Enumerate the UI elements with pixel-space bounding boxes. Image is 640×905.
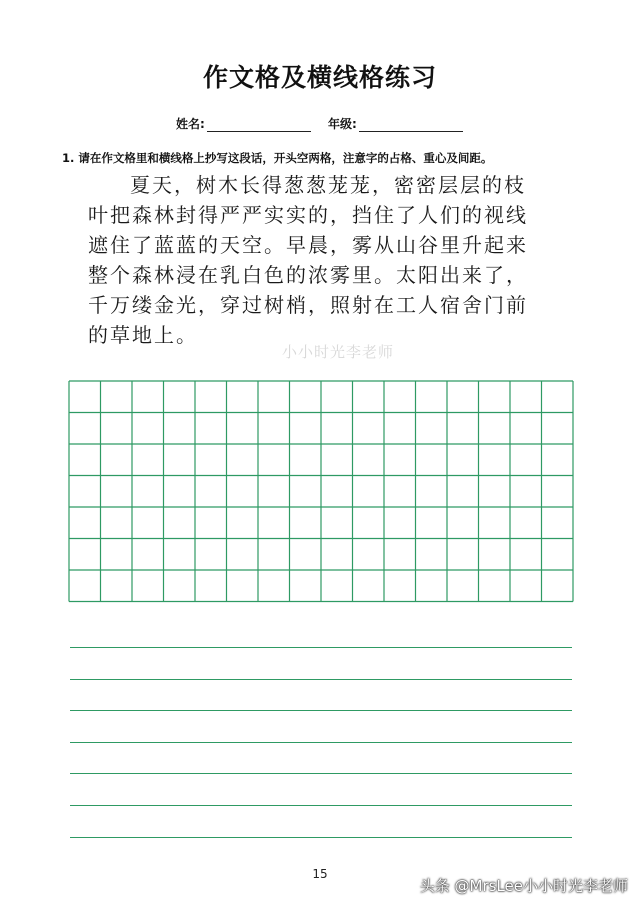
passage-line: 夏天，树木长得葱葱茏茏，密密层层的枝 — [130, 173, 526, 197]
grade-field — [328, 115, 463, 132]
passage-line: 遮住了蓝蓝的天空。早晨，雾从山谷里升起来 — [88, 233, 528, 257]
name-blank-line — [207, 119, 311, 132]
ruled-writing-line — [70, 773, 572, 774]
name-field — [176, 115, 311, 132]
passage — [88, 170, 568, 350]
passage-line: 千万缕金光，穿过树梢，照射在工人宿舍门前 — [88, 293, 528, 317]
composition-grid — [68, 380, 574, 604]
ruled-writing-line — [70, 679, 572, 680]
passage-line: 的草地上。 — [88, 323, 198, 347]
watermark: 小小时光李老师 — [282, 343, 395, 361]
grade-blank-line — [359, 119, 463, 132]
ruled-writing-line — [70, 837, 572, 838]
credit-watermark: 头条 @MrsLee小小时光李老师 — [419, 877, 628, 895]
instruction-text: 1. 请在作文格里和横线格上抄写这段话，开头空两格，注意字的占格、重心及间距。 — [62, 151, 493, 165]
ruled-writing-line — [70, 710, 572, 711]
grade-label: 年级: — [328, 117, 357, 131]
ruled-writing-line — [70, 647, 572, 648]
ruled-writing-line — [70, 742, 572, 743]
ruled-writing-line — [70, 805, 572, 806]
passage-line: 叶把森林封得严严实实的，挡住了人们的视线 — [88, 203, 528, 227]
page-number: 15 — [312, 867, 328, 881]
passage-line: 整个森林浸在乳白色的浓雾里。太阳出来了， — [88, 263, 528, 287]
page-title: 作文格及横线格练习 — [202, 63, 437, 92]
name-label: 姓名: — [176, 117, 205, 131]
